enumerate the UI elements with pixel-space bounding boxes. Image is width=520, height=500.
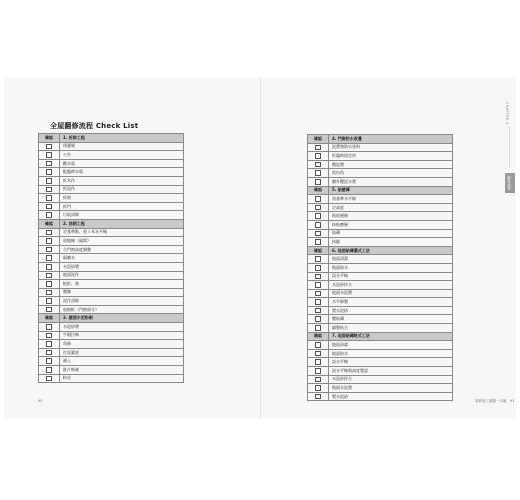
checkbox[interactable] (315, 394, 321, 400)
checkbox-cell (308, 229, 329, 238)
book-spread (5, 78, 515, 418)
section-title: 3. 壁面水泥粉刷 (60, 314, 184, 323)
check-column-header: 確認 (308, 135, 329, 144)
checkbox-cell (308, 324, 329, 333)
checklist-item-label: 隔牆水 (60, 254, 184, 263)
checkbox[interactable] (315, 145, 321, 151)
checkbox[interactable] (315, 222, 321, 228)
checkbox-cell (308, 306, 329, 315)
checklist-item-label: 置水泥砂 (329, 392, 453, 401)
checkbox-cell (308, 367, 329, 376)
checkbox-cell (308, 143, 329, 152)
checklist-row (39, 176, 184, 185)
checklist-row (39, 237, 184, 246)
checklist-item-label: 地面水泥漿 (329, 384, 453, 393)
check-column-header: 確認 (308, 186, 329, 195)
checklist-row (308, 195, 453, 204)
checkbox-cell (39, 228, 60, 237)
check-column-header: 確認 (39, 219, 60, 228)
checklist-row (308, 203, 453, 212)
checkbox[interactable] (46, 238, 52, 244)
checkbox-cell (308, 160, 329, 169)
left-page-number: 90 (38, 399, 43, 403)
checklist-item-label: 置水泥砂 (329, 306, 453, 315)
checkbox-cell (39, 211, 60, 220)
checkbox[interactable] (315, 231, 321, 237)
checkbox[interactable] (46, 247, 52, 253)
checklist-item-label: 定高度 (329, 203, 453, 212)
checklist-item-label: 拆泥作 (60, 185, 184, 194)
checklist-item-label: 放窗框（門窗部分） (60, 305, 184, 314)
checklist-row (308, 212, 453, 221)
checklist-row (308, 367, 453, 376)
checkbox-cell (39, 374, 60, 383)
checklist-item-label: 拆臨時固定材 (329, 152, 453, 161)
checklist-item-label: 泥作清除 (60, 297, 184, 306)
checklist-item-label: 粉光 (60, 374, 184, 383)
checkbox[interactable] (46, 264, 52, 270)
checkbox-cell (308, 272, 329, 281)
checkbox-cell (39, 159, 60, 168)
checklist-item-label: 設水平線 (329, 272, 453, 281)
checklist-row (39, 142, 184, 151)
checkbox-cell (308, 263, 329, 272)
checklist-row (39, 228, 184, 237)
checkbox-cell (308, 298, 329, 307)
section-title: 4. 門窗防水收邊 (329, 135, 453, 144)
checklist-item-label: 覆貼磚 (329, 315, 453, 324)
checkbox[interactable] (46, 195, 52, 201)
checklist-row (39, 288, 184, 297)
checkbox[interactable] (315, 316, 321, 322)
checkbox[interactable] (315, 342, 321, 348)
checkbox-cell (39, 194, 60, 203)
checkbox[interactable] (315, 162, 321, 168)
checkbox[interactable] (46, 307, 52, 313)
checklist-row (39, 331, 184, 340)
checkbox[interactable] (315, 291, 321, 297)
checkbox[interactable] (315, 265, 321, 271)
checklist-item-label: 水泥砂漿 (60, 262, 184, 271)
checkbox[interactable] (46, 144, 52, 150)
checkbox-cell (308, 220, 329, 229)
checklist-item-label: 合門窗高度調整 (60, 245, 184, 254)
checkbox[interactable] (46, 324, 52, 330)
checklist-row (308, 229, 453, 238)
checklist-row (308, 358, 453, 367)
checkbox[interactable] (46, 230, 52, 236)
checkbox[interactable] (46, 187, 52, 193)
checkbox-cell (39, 151, 60, 160)
checklist-row (308, 220, 453, 229)
checkbox-cell (308, 169, 329, 178)
checkbox-cell (39, 288, 60, 297)
checklist-row (39, 211, 184, 220)
checklist-item-label: 抹縫 (329, 238, 453, 247)
section-header-row (308, 186, 453, 195)
checklist-row (308, 238, 453, 247)
checklist-row (39, 194, 184, 203)
checklist-row (39, 280, 184, 289)
checkbox[interactable] (315, 196, 321, 202)
checklist-row (39, 202, 184, 211)
checklist-item-label: 覆牆 (60, 288, 184, 297)
checklist-row (308, 152, 453, 161)
tab-divider (509, 127, 511, 167)
checklist-row (308, 384, 453, 393)
checklist-item-label: 拆門 (60, 202, 184, 211)
checklist-item-label: 斷水電 (60, 159, 184, 168)
checklist-item-label: 垃圾清除 (60, 211, 184, 220)
checklist-row (39, 254, 184, 263)
checklist-row (39, 245, 184, 254)
check-column-header: 確認 (308, 246, 329, 255)
checkbox[interactable] (46, 273, 52, 279)
checkbox[interactable] (46, 169, 52, 175)
checkbox[interactable] (46, 212, 52, 218)
checkbox-cell (39, 262, 60, 271)
checkbox[interactable] (46, 255, 52, 261)
section-header-row (39, 314, 184, 323)
checkbox[interactable] (315, 170, 321, 176)
checklist-row (39, 305, 184, 314)
left-checklist-table (38, 133, 184, 383)
checklist-row (308, 143, 453, 152)
checkbox[interactable] (46, 298, 52, 304)
checklist-row (308, 375, 453, 384)
checklist-row (308, 281, 453, 290)
chapter-label: CHAPTER 4 (505, 102, 509, 125)
checklist-row (39, 323, 184, 332)
checkbox-cell (39, 271, 60, 280)
checkbox-cell (308, 152, 329, 161)
active-chapter-tab: 翻修流程 (505, 173, 515, 193)
checkbox[interactable] (46, 367, 52, 373)
checklist-row (308, 263, 453, 272)
checklist-row (308, 298, 453, 307)
checklist-item-label: 地面防水 (329, 263, 453, 272)
checklist-row (308, 341, 453, 350)
checkbox[interactable] (315, 299, 321, 305)
checkbox[interactable] (46, 376, 52, 382)
check-column-header: 確認 (39, 134, 60, 143)
checklist-item-label: 地面泥作 (60, 271, 184, 280)
checklist-item-label: 泥漿墊防水塗料 (329, 143, 453, 152)
section-header-row (39, 134, 184, 143)
checkbox-cell (39, 202, 60, 211)
checklist-row (308, 324, 453, 333)
checkbox-cell (39, 142, 60, 151)
checkbox-cell (308, 315, 329, 324)
checklist-item-label: 地面清潔 (329, 341, 453, 350)
checkbox-cell (308, 384, 329, 393)
checkbox-cell (39, 305, 60, 314)
checkbox[interactable] (46, 204, 52, 210)
checklist-item-label: 地面防水 (329, 349, 453, 358)
checkbox[interactable] (46, 341, 52, 347)
checklist-row (39, 374, 184, 383)
page-title: 全屋翻修流程 Check List (50, 122, 139, 130)
checklist-row (308, 272, 453, 281)
checklist-item-label: 設水平線與高度製認 (329, 367, 453, 376)
checkbox-cell (39, 280, 60, 289)
checkbox-cell (39, 185, 60, 194)
checkbox[interactable] (315, 256, 321, 262)
checkbox-cell (308, 375, 329, 384)
checkbox[interactable] (315, 359, 321, 365)
checklist-row (39, 297, 184, 306)
checkbox-cell (308, 203, 329, 212)
section-header-row (308, 135, 453, 144)
checkbox[interactable] (46, 290, 52, 296)
check-column-header: 確認 (39, 314, 60, 323)
checklist-row (39, 262, 184, 271)
checkbox-cell (39, 297, 60, 306)
checklist-item-label: 收內角 (329, 169, 453, 178)
checklist-item-label: 放地線（隔間） (60, 237, 184, 246)
checklist-item-label: 配臨時水電 (60, 168, 184, 177)
checkbox-cell (308, 341, 329, 350)
checklist-item-label: 貼收邊條 (329, 212, 453, 221)
checkbox-cell (39, 357, 60, 366)
checklist-item-label: 打泥灌底 (60, 348, 184, 357)
right-checklist-table (307, 134, 453, 401)
checkbox[interactable] (46, 333, 52, 339)
checklist-item-label: 水平修整 (329, 298, 453, 307)
checkbox-cell (308, 392, 329, 401)
checkbox[interactable] (315, 282, 321, 288)
checkbox[interactable] (315, 368, 321, 374)
checklist-item-label: 覆泥漿 (329, 160, 453, 169)
checkbox[interactable] (315, 239, 321, 245)
checkbox[interactable] (46, 152, 52, 158)
checkbox-cell (308, 349, 329, 358)
checkbox[interactable] (46, 161, 52, 167)
checkbox[interactable] (315, 205, 321, 211)
checklist-item-label: 拆木作 (60, 176, 184, 185)
checklist-row (39, 168, 184, 177)
checkbox-cell (39, 348, 60, 357)
checklist-item-label: 水泥砂拌合 (329, 375, 453, 384)
checklist-item-label: 牆外覆泥水漿 (329, 177, 453, 186)
checklist-row (39, 348, 184, 357)
checklist-item-label: 鋪整貼合 (329, 324, 453, 333)
checklist-item-label: 公告 (60, 151, 184, 160)
checkbox[interactable] (315, 274, 321, 280)
checkbox-cell (308, 238, 329, 247)
checkbox-cell (308, 289, 329, 298)
checklist-item-label: 拆窗 (60, 194, 184, 203)
checkbox[interactable] (315, 179, 321, 185)
checkbox-cell (308, 177, 329, 186)
right-page-number: 裝修施工關鍵一本解 91 (475, 399, 515, 403)
check-column-header: 確認 (308, 332, 329, 341)
section-header-row (39, 219, 184, 228)
checklist-item-label: 抹貼磨層 (329, 220, 453, 229)
checklist-row (308, 169, 453, 178)
checkbox[interactable] (46, 178, 52, 184)
checklist-item-label: 牛眼拉線 (60, 331, 184, 340)
section-title: 6. 地面貼磚濕式工法 (329, 246, 453, 255)
checkbox[interactable] (46, 358, 52, 364)
checklist-item-label: 地面水泥漿 (329, 289, 453, 298)
checklist-row (308, 392, 453, 401)
page-gutter (260, 78, 261, 418)
checkbox[interactable] (315, 153, 321, 159)
checkbox-cell (39, 176, 60, 185)
checklist-item-label: 貼磚 (329, 229, 453, 238)
checkbox-cell (39, 366, 60, 375)
checkbox[interactable] (315, 351, 321, 357)
checkbox[interactable] (315, 213, 321, 219)
checkbox-cell (39, 237, 60, 246)
checkbox-cell (308, 358, 329, 367)
checklist-item-label: 放基準水平線 (329, 195, 453, 204)
section-header-row (308, 246, 453, 255)
chapter-side-tabs (505, 102, 515, 193)
checkbox[interactable] (315, 377, 321, 383)
checkbox[interactable] (46, 350, 52, 356)
checklist-item-label: 角條 (60, 340, 184, 349)
checklist-row (39, 357, 184, 366)
checkbox-cell (308, 195, 329, 204)
checklist-item-label: 植釘、筋 (60, 280, 184, 289)
section-title: 2. 前期工程 (60, 219, 184, 228)
checklist-row (39, 366, 184, 375)
checklist-row (308, 315, 453, 324)
checkbox[interactable] (315, 325, 321, 331)
checklist-item-label: 批片修補 (60, 366, 184, 375)
checklist-row (39, 159, 184, 168)
checklist-item-label: 設水平線 (329, 358, 453, 367)
checkbox[interactable] (315, 308, 321, 314)
section-header-row (308, 332, 453, 341)
checklist-row (39, 271, 184, 280)
checklist-item-label: 保護層 (60, 142, 184, 151)
checklist-row (308, 177, 453, 186)
checklist-row (308, 255, 453, 264)
checkbox[interactable] (315, 385, 321, 391)
checkbox-cell (308, 281, 329, 290)
checklist-row (39, 151, 184, 160)
checklist-row (39, 340, 184, 349)
checkbox-cell (39, 245, 60, 254)
checklist-item-label: 定基準點、放１米水平線 (60, 228, 184, 237)
checkbox-cell (39, 323, 60, 332)
checkbox-cell (39, 340, 60, 349)
checklist-row (308, 289, 453, 298)
checklist-row (39, 185, 184, 194)
checklist-item-label: 水泥砂漿 (60, 323, 184, 332)
section-title: 7. 地面貼磚乾式工法 (329, 332, 453, 341)
checkbox-cell (39, 168, 60, 177)
checkbox-cell (308, 212, 329, 221)
checklist-item-label: 補土 (60, 357, 184, 366)
section-title: 1. 拆除工程 (60, 134, 184, 143)
checkbox-cell (308, 255, 329, 264)
checklist-item-label: 地面清潔 (329, 255, 453, 264)
section-title: 5. 貼壁磚 (329, 186, 453, 195)
checklist-row (308, 306, 453, 315)
checkbox-cell (39, 254, 60, 263)
checklist-row (308, 349, 453, 358)
checklist-row (308, 160, 453, 169)
checkbox-cell (39, 331, 60, 340)
checklist-item-label: 水泥砂拌合 (329, 281, 453, 290)
checkbox[interactable] (46, 281, 52, 287)
